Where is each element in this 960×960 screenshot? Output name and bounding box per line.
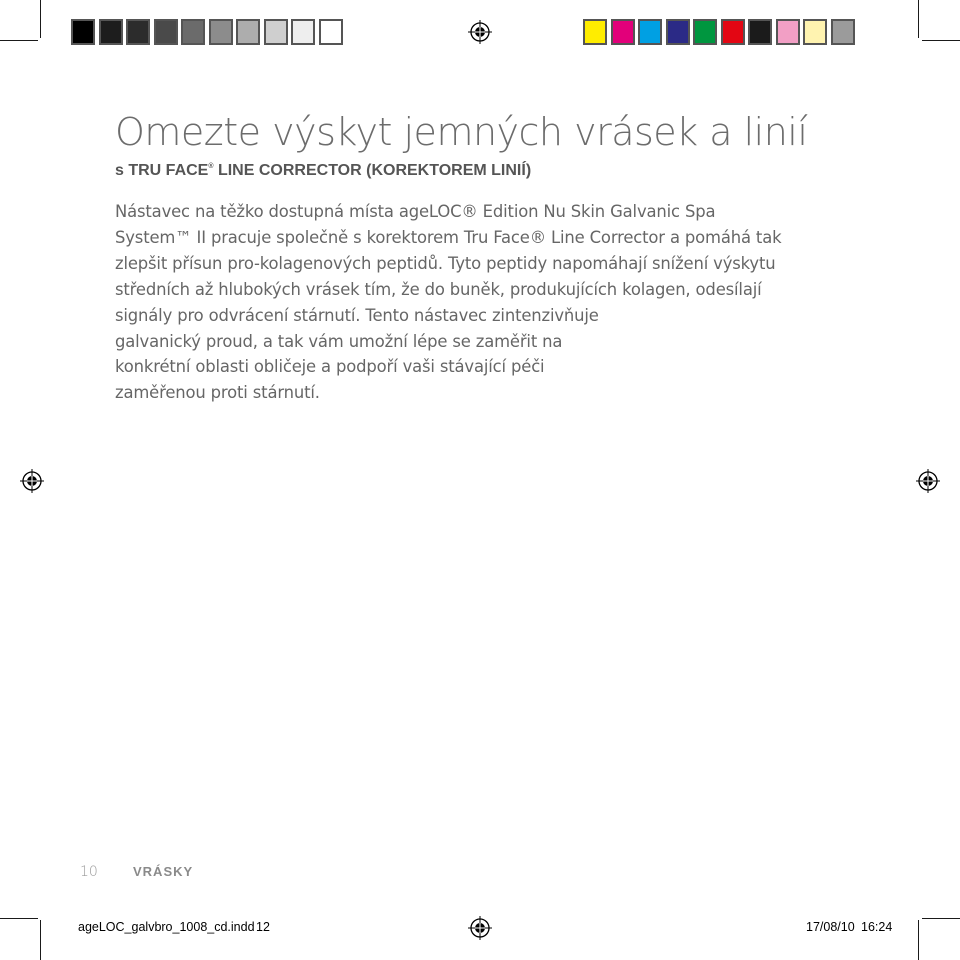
color-swatch [291,19,315,45]
body-line: středních až hlubokých vrásek tím, že do buněk, produkujících kolagen, odesílají [115,279,762,299]
body-line: signály pro odvrácení stárnutí. Tento nástavec zintenzivňuje [115,305,599,325]
color-swatch [154,19,178,45]
body-paragraph [115,199,875,406]
slug-page: 12 [256,920,270,934]
registration-mark-icon [468,20,492,44]
color-swatch [319,19,343,45]
registration-mark-icon [20,469,44,493]
process-color-bar [583,19,858,45]
color-swatch [831,19,855,45]
section-label: VRÁSKY [133,864,194,879]
color-swatch [583,19,607,45]
body-line: zaměřenou proti stárnutí. [115,383,320,403]
color-swatch [209,19,233,45]
body-line: System™ II pracuje společně s korektorem Tru Face® Line Corrector a pomáhá tak [115,227,782,247]
registration-mark-icon [916,469,940,493]
color-swatch [693,19,717,45]
crop-mark [918,920,919,960]
grayscale-color-bar [71,19,346,45]
color-swatch [666,19,690,45]
color-swatch [748,19,772,45]
subtitle-rest: LINE CORRECTOR (KOREKTOREM LINIÍ) [213,162,532,179]
crop-mark [0,40,38,41]
page-title: Omezte výskyt jemných vrásek a linií [115,110,808,154]
crop-mark [40,920,41,960]
color-swatch [71,19,95,45]
crop-mark [922,40,960,41]
registration-mark-icon [468,916,492,940]
page-number: 10 [80,864,98,880]
color-swatch [721,19,745,45]
body-line: galvanický proud, a tak vám umožní lépe se zaměřit na [115,331,563,351]
color-swatch [236,19,260,45]
crop-mark [40,0,41,38]
slug-time: 16:24 [861,920,893,934]
color-swatch [99,19,123,45]
body-line: zlepšit přísun pro-kolagenových peptidů. Tyto peptidy napomáhají snížení výskytu [115,253,776,273]
crop-mark [922,918,960,919]
page-subtitle [115,162,531,180]
color-swatch [638,19,662,45]
color-swatch [264,19,288,45]
subtitle-brand: s TRU FACE [115,162,209,179]
color-swatch [803,19,827,45]
color-swatch [776,19,800,45]
slug-date: 17/08/10 [806,920,855,934]
slug-filename: ageLOC_galvbro_1008_cd.indd [78,920,255,934]
registered-mark: ® [208,163,214,170]
color-swatch [126,19,150,45]
crop-mark [0,918,38,919]
color-swatch [611,19,635,45]
color-swatch [181,19,205,45]
body-line: Nástavec na těžko dostupná místa ageLOC® Edition Nu Skin Galvanic Spa [115,202,716,221]
body-line: konkrétní oblasti obličeje a podpoří vaši stávající péči [115,357,545,377]
crop-mark [918,0,919,38]
